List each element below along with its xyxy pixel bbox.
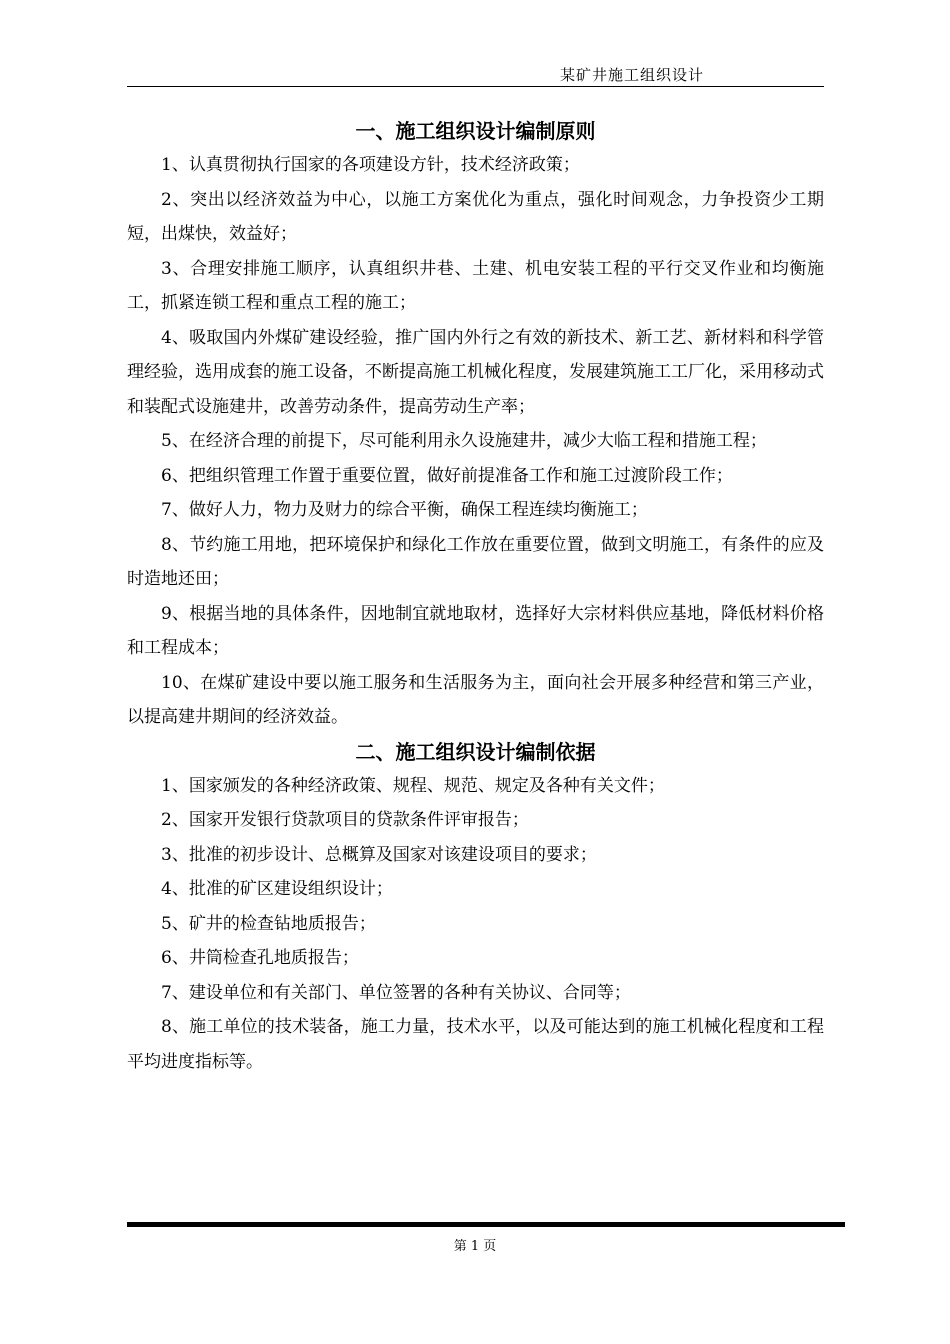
section-1-item-8: 8、节约施工用地，把环境保护和绿化工作放在重要位置，做到文明施工，有条件的应及时造地还田；	[127, 534, 824, 589]
section-2-item-4: 4、批准的矿区建设组织设计；	[161, 879, 393, 899]
page-number: 第 1 页	[453, 1239, 497, 1254]
footer-rule	[127, 1222, 845, 1227]
section-1-item-7: 7、做好人力，物力及财力的综合平衡，确保工程连续均衡施工；	[161, 500, 648, 520]
section-2-item-7: 7、建设单位和有关部门、单位签署的各种有关协议、合同等；	[161, 982, 631, 1003]
section-2-heading: 二、施工组织设计编制依据	[355, 739, 596, 764]
section-1-heading: 一、施工组织设计编制原则	[355, 119, 596, 143]
section-1-item-10: 10、在煤矿建设中要以施工服务和生活服务为主，面向社会开展多种经营和第三产业，以提高建井期间的经济效益。	[127, 672, 824, 727]
section-1-item-4: 4、吸取国内外煤矿建设经验，推广国内外行之有效的新技术、新工艺、新材料和科学管理经验，选用成套的施工设备，不断提高施工机械化程度，发展建筑施工工厂化，采用移动式和装配式设施建井，改善劳动条件，提高劳动生产率；	[127, 327, 824, 417]
section-1-item-3: 3、合理安排施工顺序，认真组织井巷、土建、机电安装工程的平行交叉作业和均衡施工，抓紧连锁工程和重点工程的施工；	[127, 258, 824, 313]
section-2-item-6: 6、井筒检查孔地质报告；	[161, 948, 359, 968]
section-2-item-5: 5、矿井的检查钻地质报告；	[161, 913, 376, 934]
page-header-title: 某矿井施工组织设计	[560, 66, 705, 84]
header-rule	[127, 86, 824, 87]
section-1-item-9: 9、根据当地的具体条件，因地制宜就地取材，选择好大宗材料供应基地，降低材料价格和工程成本；	[127, 603, 824, 658]
section-2-item-3: 3、批准的初步设计、总概算及国家对该建设项目的要求；	[161, 844, 597, 865]
section-2-item-2: 2、国家开发银行贷款项目的贷款条件评审报告；	[161, 810, 529, 830]
section-1-item-1: 1、认真贯彻执行国家的各项建设方针，技术经济政策；	[161, 155, 580, 175]
section-1-item-2: 2、突出以经济效益为中心，以施工方案优化为重点，强化时间观念，力争投资少工期短，出煤快，效益好；	[127, 189, 824, 244]
section-1-item-5: 5、在经济合理的前提下，尽可能利用永久设施建井，减少大临工程和措施工程；	[161, 431, 767, 451]
section-2-item-8: 8、施工单位的技术装备，施工力量，技术水平，以及可能达到的施工机械化程度和工程平均进度指标等。	[127, 1017, 824, 1072]
section-2-item-1: 1、国家颁发的各种经济政策、规程、规范、规定及各种有关文件；	[161, 775, 665, 796]
section-1-item-6: 6、把组织管理工作置于重要位置，做好前提准备工作和施工过渡阶段工作；	[161, 465, 733, 486]
document-body	[127, 114, 824, 1079]
